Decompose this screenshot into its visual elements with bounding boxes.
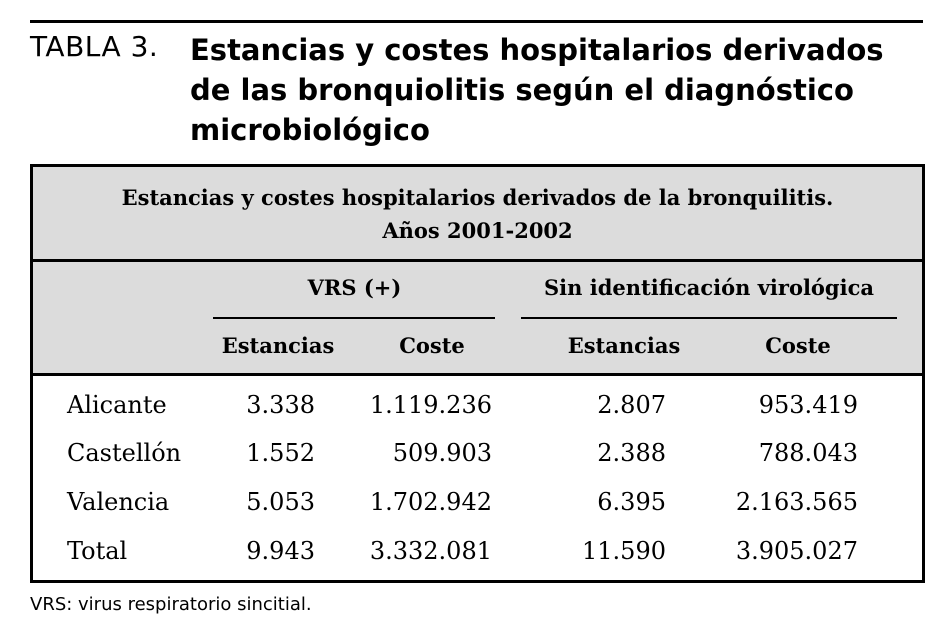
group-rule-vrs [213, 317, 495, 319]
column-header-coste-vrs: Coste [399, 333, 465, 358]
table-row [33, 391, 922, 431]
cell-estancias-vrs: 1.552 [246, 439, 315, 467]
cell-estancias-vrs: 3.338 [246, 391, 315, 419]
group-rule-sin-identificacion [521, 317, 897, 319]
group-header-vrs: VRS (+) [307, 275, 402, 300]
row-name: Castellón [67, 439, 182, 467]
cell-coste-sin-id: 3.905.027 [735, 537, 858, 565]
caption-line-1: Estancias y costes hospitalarios derivados de la bronquilitis. [121, 185, 834, 210]
caption-line-2: Años 2001-2002 [382, 218, 573, 243]
cell-estancias-sin-id: 2.807 [597, 391, 666, 419]
group-header-sin-identificacion: Sin identificación virológica [544, 275, 874, 300]
cell-coste-sin-id: 788.043 [758, 439, 858, 467]
cell-estancias-sin-id: 6.395 [597, 488, 666, 516]
header-divider [33, 373, 922, 376]
column-header-estancias-sin-id: Estancias [567, 333, 681, 358]
cell-coste-sin-id: 953.419 [758, 391, 858, 419]
row-name: Valencia [67, 488, 170, 516]
table-label: TABLA 3. [30, 30, 159, 63]
table-caption [33, 181, 922, 247]
row-name: Alicante [67, 391, 167, 419]
column-header-coste-sin-id: Coste [765, 333, 831, 358]
data-table [30, 164, 925, 583]
cell-estancias-vrs: 9.943 [246, 537, 315, 565]
cell-estancias-vrs: 5.053 [246, 488, 315, 516]
table-row [33, 488, 922, 528]
row-name: Total [67, 537, 128, 565]
table-row [33, 537, 922, 577]
column-header-estancias-vrs: Estancias [221, 333, 335, 358]
cell-coste-vrs: 3.332.081 [369, 537, 492, 565]
cell-estancias-sin-id: 2.388 [597, 439, 666, 467]
caption-divider [33, 259, 922, 262]
table-row [33, 439, 922, 479]
cell-coste-sin-id: 2.163.565 [735, 488, 858, 516]
cell-coste-vrs: 1.119.236 [369, 391, 492, 419]
cell-coste-vrs: 1.702.942 [369, 488, 492, 516]
top-rule [30, 20, 923, 23]
footnote: VRS: virus respiratorio sincitial. [30, 594, 312, 615]
cell-coste-vrs: 509.903 [392, 439, 492, 467]
table-header [33, 167, 922, 376]
table-title: Estancias y costes hospitalarios derivados de las bronquiolitis según el diagnóstico microbiológico [190, 33, 884, 147]
cell-estancias-sin-id: 11.590 [582, 537, 666, 565]
